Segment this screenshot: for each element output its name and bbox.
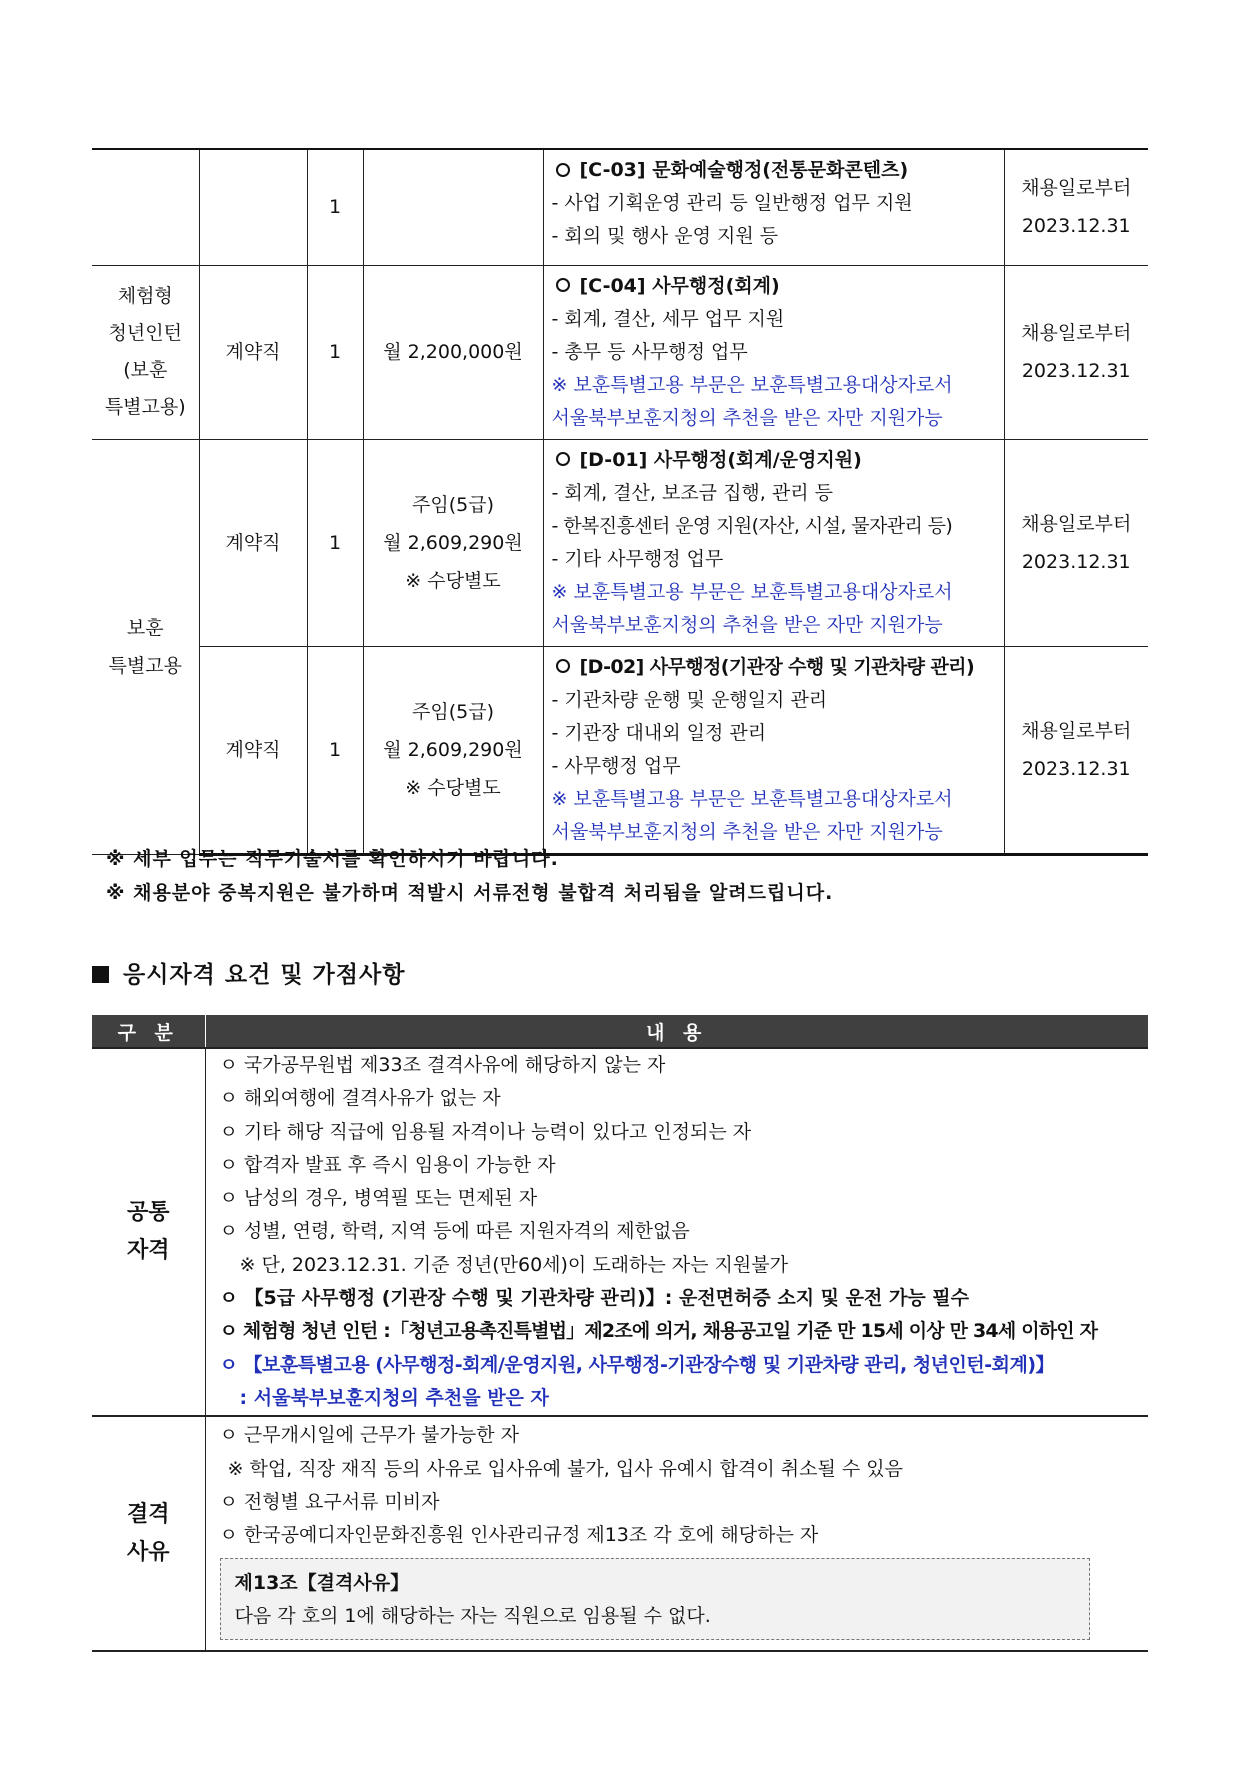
salary-cell: 주임(5급) 월 2,609,290원 ※ 수당별도 [363, 439, 543, 646]
category-cell: 체험형 청년인턴 (보훈 특별고용) [92, 265, 199, 439]
table-row [92, 646, 1148, 854]
employment-type-cell: 계약직 [199, 646, 307, 854]
employment-type-cell: 계약직 [199, 265, 307, 439]
period-cell: 채용일로부터 2023.12.31 [1004, 439, 1148, 646]
list-item: ㅇ 체험형 청년 인턴 :「청년고용촉진특별법」제2조에 의거, 채용공고일 기준 만 15세 이상 만 34세 이하인 자 [219, 1320, 1098, 1343]
employment-type-cell [199, 149, 307, 265]
list-item: ㅇ 국가공무원법 제33조 결격사유에 해당하지 않는 자 [219, 1054, 666, 1076]
circle-bullet-icon [556, 452, 570, 466]
period-cell: 채용일로부터 2023.12.31 [1004, 646, 1148, 854]
list-item: ㅇ 성별, 연령, 학력, 지역 등에 따른 지원자격의 제한없음 [219, 1220, 690, 1243]
employment-type-cell: 계약직 [199, 439, 307, 646]
duty-cell: [C-04] 사무행정(회계) - 회계, 결산, 세무 업무 지원 - 총무 등 사무행정 업무 ※ 보훈특별고용 부문은 보훈특별고용대상자로서 서울북부보훈지청의 추천을 받은 자만 지원가능 [543, 265, 1004, 439]
category-cell: 보훈 특별고용 [92, 439, 199, 854]
header-category: 구 분 [92, 1015, 205, 1048]
duty-cell: [C-03] 문화예술행정(전통문화콘텐츠) - 사업 기획운영 관리 등 일반행정 업무 지원 - 회의 및 행사 운영 지원 등 [543, 149, 1004, 265]
circle-bullet-icon [556, 278, 570, 292]
disqualification-content [205, 1416, 1148, 1651]
qualifications-table [92, 1015, 1148, 1652]
note-line: ※ 세부 업무는 직무기술서를 확인하시기 바랍니다. [106, 848, 559, 870]
count-cell: 1 [307, 265, 363, 439]
salary-cell [363, 149, 543, 265]
notes [106, 842, 833, 910]
common-content [205, 1048, 1148, 1416]
list-item: ㅇ 한국공예디자인문화진흥원 인사관리규정 제13조 각 호에 해당하는 자 [219, 1524, 819, 1547]
regulation-text: 다음 각 호의 1에 해당하는 자는 직원으로 임용될 수 없다. [234, 1605, 711, 1628]
list-item: : 서울북부보훈지청의 추천을 받은 자 [239, 1386, 549, 1409]
count-cell: 1 [307, 149, 363, 265]
list-item: ㅇ 합격자 발표 후 즉시 임용이 가능한 자 [219, 1153, 556, 1176]
count-cell: 1 [307, 646, 363, 854]
list-item: ※ 학업, 직장 재직 등의 사유로 입사유예 불가, 입사 유예시 합격이 취소될 수 있음 [227, 1457, 903, 1480]
positions-table [92, 148, 1148, 856]
salary-cell: 주임(5급) 월 2,609,290원 ※ 수당별도 [363, 646, 543, 854]
table-row [92, 1416, 1148, 1651]
period-cell: 채용일로부터 2023.12.31 [1004, 149, 1148, 265]
regulation-title: 제13조【결격사유】 [234, 1572, 410, 1595]
duty-cell: [D-01] 사무행정(회계/운영지원) - 회계, 결산, 보조금 집행, 관리 등 - 한복진흥센터 운영 지원(자산, 시설, 물자관리 등) - 기타 사무행정 업무 ※ 보훈특별고용 부문은 보훈특별고용대상자로서 서울북부보훈지청의 추천을 받은 자만 지원가능 [543, 439, 1004, 646]
common-label: 공통 자격 [92, 1048, 205, 1416]
list-item: ㅇ 기타 해당 직급에 임용될 자격이나 능력이 있다고 인정되는 자 [219, 1120, 752, 1143]
table-row [92, 1048, 1148, 1416]
square-bullet-icon [92, 966, 109, 983]
disqualification-label: 결격 사유 [92, 1416, 205, 1651]
circle-bullet-icon [556, 659, 570, 673]
duty-cell: [D-02] 사무행정(기관장 수행 및 기관차량 관리) - 기관차량 운행 및 운행일지 관리 - 기관장 대내외 일정 관리 - 사무행정 업무 ※ 보훈특별고용 부문은 보훈특별고용대상자로서 서울북부보훈지청의 추천을 받은 자만 지원가능 [543, 646, 1004, 854]
period-cell: 채용일로부터 2023.12.31 [1004, 265, 1148, 439]
list-item: ㅇ 해외여행에 결격사유가 없는 자 [219, 1087, 501, 1110]
list-item: ㅇ 【5급 사무행정 (기관장 수행 및 기관차량 관리)】: 운전면허증 소지 및 운전 가능 필수 [219, 1287, 970, 1310]
regulation-box [220, 1558, 1091, 1640]
list-item: ㅇ 전형별 요구서류 미비자 [219, 1490, 440, 1513]
header-content: 내 용 [205, 1015, 1148, 1048]
table-row [92, 265, 1148, 439]
list-item: ㅇ 【보훈특별고용 (사무행정-회계/운영지원, 사무행정-기관장수행 및 기관차량 관리, 청년인턴-회계)】 [219, 1353, 1055, 1376]
list-item: ※ 단, 2023.12.31. 기준 정년(만60세)이 도래하는 자는 지원불가 [239, 1253, 788, 1276]
note-line: ※ 채용분야 중복지원은 불가하며 적발시 서류전형 불합격 처리됨을 알려드립니다. [106, 882, 834, 904]
section-heading: 응시자격 요건 및 가점사항 [92, 956, 405, 989]
circle-bullet-icon [556, 163, 570, 177]
salary-cell: 월 2,200,000원 [363, 265, 543, 439]
table-row [92, 149, 1148, 265]
table-row [92, 439, 1148, 646]
count-cell: 1 [307, 439, 363, 646]
category-cell [92, 149, 199, 265]
list-item: ㅇ 근무개시일에 근무가 불가능한 자 [219, 1424, 519, 1447]
list-item: ㅇ 남성의 경우, 병역필 또는 면제된 자 [219, 1187, 538, 1210]
